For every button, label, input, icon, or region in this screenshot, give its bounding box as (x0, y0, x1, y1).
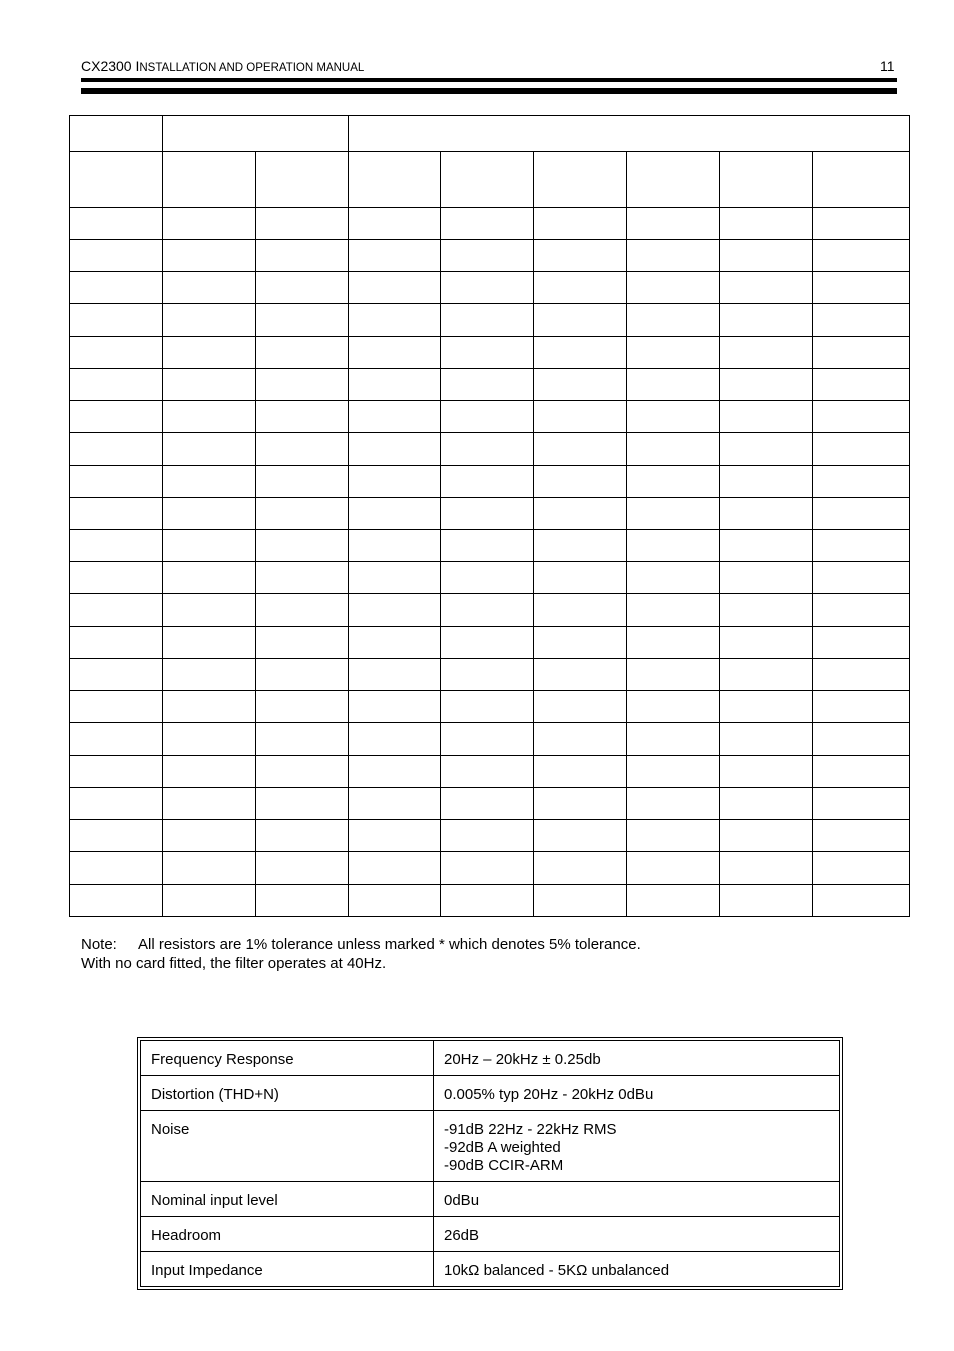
grid-cell (70, 368, 163, 400)
spec-row (141, 1252, 840, 1287)
spec-value (434, 1252, 840, 1287)
grid-cell (813, 433, 910, 465)
grid-cell (256, 594, 349, 626)
grid-cell (70, 594, 163, 626)
grid-cell (813, 336, 910, 368)
grid-cell (441, 626, 534, 658)
grid-row (70, 626, 910, 658)
grid-row (70, 723, 910, 755)
grid-cell (720, 820, 813, 852)
spec-label: Distortion (THD+N) (141, 1076, 434, 1111)
grid-cell (349, 755, 441, 787)
note-text-1: All resistors are 1% tolerance unless marked * which denotes 5% tolerance. (138, 936, 641, 953)
grid-cell (70, 658, 163, 690)
grid-cell (70, 152, 163, 207)
grid-cell (256, 239, 349, 271)
spec-value-line: 26dB (444, 1227, 480, 1244)
grid-cell (70, 304, 163, 336)
grid-row (70, 272, 910, 304)
grid-cell (441, 820, 534, 852)
grid-cell (349, 820, 441, 852)
grid-cell (256, 884, 349, 916)
grid-cell (813, 304, 910, 336)
grid-cell (720, 562, 813, 594)
grid-cell (534, 755, 627, 787)
grid-cell (720, 852, 813, 884)
grid-cell (441, 304, 534, 336)
grid-cell (813, 239, 910, 271)
grid-cell (163, 368, 256, 400)
grid-cell (256, 658, 349, 690)
grid-cell (256, 152, 349, 207)
grid-cell (813, 884, 910, 916)
grid-cell (70, 530, 163, 562)
grid-cell (70, 755, 163, 787)
grid-cell (70, 852, 163, 884)
grid-cell (163, 433, 256, 465)
grid-cell (813, 465, 910, 497)
grid-cell (349, 433, 441, 465)
grid-cell (163, 787, 256, 819)
grid-cell (534, 304, 627, 336)
grid-cell (534, 530, 627, 562)
grid-cell (534, 433, 627, 465)
grid-cell (256, 755, 349, 787)
grid-cell (441, 594, 534, 626)
grid-cell (720, 658, 813, 690)
grid-cell (720, 755, 813, 787)
grid-cell (627, 336, 720, 368)
grid-cell (349, 562, 441, 594)
grid-cell (720, 401, 813, 433)
grid-cell (627, 820, 720, 852)
grid-cell (627, 884, 720, 916)
grid-cell (627, 691, 720, 723)
title-smallcaps: NSTALLATION AND OPERATION MANUAL (139, 62, 365, 74)
grid-cell (256, 691, 349, 723)
grid-cell (627, 433, 720, 465)
spec-row (141, 1076, 840, 1111)
grid-row (70, 336, 910, 368)
grid-cell (627, 626, 720, 658)
grid-cell (534, 820, 627, 852)
grid-cell (256, 787, 349, 819)
grid-cell (349, 239, 441, 271)
grid-cell (813, 368, 910, 400)
grid-cell (720, 272, 813, 304)
grid-cell (70, 820, 163, 852)
grid-cell (534, 626, 627, 658)
grid-cell (441, 755, 534, 787)
grid-cell (441, 401, 534, 433)
spec-row (141, 1217, 840, 1252)
spec-value-line: -91dB 22Hz - 22kHz RMS (444, 1121, 617, 1138)
grid-cell (70, 787, 163, 819)
grid-cell (627, 723, 720, 755)
grid-cell (349, 207, 441, 239)
grid-cell (813, 691, 910, 723)
grid-cell (349, 691, 441, 723)
grid-cell (441, 336, 534, 368)
grid-cell (163, 530, 256, 562)
grid-cell (813, 272, 910, 304)
grid-cell (441, 152, 534, 207)
grid-cell (163, 239, 256, 271)
grid-cell (720, 530, 813, 562)
grid-cell (70, 239, 163, 271)
grid-cell (70, 336, 163, 368)
grid-cell (534, 884, 627, 916)
grid-cell (70, 272, 163, 304)
grid-cell (720, 691, 813, 723)
grid-row (70, 658, 910, 690)
spec-row (141, 1041, 840, 1076)
grid-cell (720, 884, 813, 916)
spec-label: Noise (141, 1111, 434, 1182)
header-rule-thick (81, 88, 897, 94)
grid-cell (70, 562, 163, 594)
grid-cell (349, 884, 441, 916)
grid-cell (441, 368, 534, 400)
filter-values-table (69, 115, 910, 917)
grid-cell (441, 852, 534, 884)
spec-value-line: 0.005% typ 20Hz - 20kHz 0dBu (444, 1086, 654, 1103)
grid-cell (534, 658, 627, 690)
grid-cell (70, 116, 163, 152)
grid-row (70, 152, 910, 207)
grid-cell (349, 152, 441, 207)
spec-value (434, 1041, 840, 1076)
grid-row (70, 820, 910, 852)
grid-cell (256, 530, 349, 562)
grid-cell (813, 594, 910, 626)
grid-cell (534, 465, 627, 497)
grid-cell (720, 497, 813, 529)
grid-row (70, 207, 910, 239)
grid-cell (720, 152, 813, 207)
note-label: Note: (81, 936, 117, 953)
grid-cell (720, 207, 813, 239)
grid-cell (441, 497, 534, 529)
grid-row (70, 594, 910, 626)
spec-value-line: -92dB A weighted (444, 1139, 561, 1156)
grid-cell (534, 207, 627, 239)
grid-row (70, 433, 910, 465)
grid-cell (256, 304, 349, 336)
grid-cell (256, 820, 349, 852)
grid-row (70, 884, 910, 916)
grid-cell (441, 562, 534, 594)
grid-cell (163, 152, 256, 207)
specifications-box (137, 1037, 843, 1290)
title-first: CX2300 I (81, 58, 140, 74)
spec-row (141, 1182, 840, 1217)
grid-cell (349, 401, 441, 433)
note-line-2: With no card fitted, the filter operates at 40Hz. (81, 955, 387, 972)
grid-cell (813, 820, 910, 852)
grid-cell (441, 207, 534, 239)
grid-cell (720, 594, 813, 626)
header-rule-thin (81, 78, 897, 82)
grid-cell (534, 562, 627, 594)
grid-cell (534, 852, 627, 884)
manual-title (81, 58, 364, 74)
grid-cell (163, 562, 256, 594)
grid-cell (163, 336, 256, 368)
grid-cell (813, 207, 910, 239)
grid-cell (256, 852, 349, 884)
grid-cell (720, 336, 813, 368)
grid-cell (627, 368, 720, 400)
grid-cell (70, 691, 163, 723)
grid-row (70, 691, 910, 723)
grid-cell (441, 884, 534, 916)
grid-cell (163, 401, 256, 433)
grid-cell (534, 594, 627, 626)
grid-cell (70, 723, 163, 755)
grid-cell (256, 207, 349, 239)
grid-cell (534, 401, 627, 433)
grid-cell (813, 530, 910, 562)
note-line-1 (81, 935, 641, 954)
grid-cell (70, 497, 163, 529)
grid-cell (441, 530, 534, 562)
grid-cell (441, 787, 534, 819)
spec-value (434, 1217, 840, 1252)
grid-cell (813, 658, 910, 690)
grid-cell (441, 272, 534, 304)
spec-label: Headroom (141, 1217, 434, 1252)
grid-cell (627, 465, 720, 497)
grid-cell (349, 626, 441, 658)
spec-value (434, 1111, 840, 1182)
grid-cell (256, 368, 349, 400)
grid-cell (534, 787, 627, 819)
grid-cell (349, 723, 441, 755)
grid-cell (441, 723, 534, 755)
grid-cell (163, 626, 256, 658)
grid-cell (256, 401, 349, 433)
grid-cell (163, 658, 256, 690)
grid-cell (441, 239, 534, 271)
grid-row (70, 562, 910, 594)
spec-value-line: -90dB CCIR-ARM (444, 1157, 564, 1174)
spec-label: Nominal input level (141, 1182, 434, 1217)
grid-cell (441, 658, 534, 690)
grid-cell (627, 594, 720, 626)
spec-value-line: 20Hz – 20kHz ± 0.25db (444, 1051, 601, 1068)
grid-cell (720, 723, 813, 755)
grid-cell (163, 723, 256, 755)
grid-cell (256, 626, 349, 658)
grid-cell (534, 368, 627, 400)
grid-cell (627, 239, 720, 271)
grid-cell (163, 594, 256, 626)
grid-cell (720, 304, 813, 336)
grid-row (70, 852, 910, 884)
grid-cell (813, 401, 910, 433)
grid-cell (720, 368, 813, 400)
grid-cell (627, 207, 720, 239)
note (81, 935, 641, 973)
grid-cell (349, 787, 441, 819)
grid-row (70, 239, 910, 271)
grid-cell (627, 787, 720, 819)
grid-cell (70, 465, 163, 497)
spec-value-line: 0dBu (444, 1192, 480, 1209)
grid-cell (441, 465, 534, 497)
grid-row (70, 304, 910, 336)
grid-row (70, 368, 910, 400)
grid-cell (256, 336, 349, 368)
grid-row (70, 787, 910, 819)
grid-cell (534, 152, 627, 207)
grid-cell (163, 272, 256, 304)
grid-cell (720, 787, 813, 819)
grid-cell (349, 530, 441, 562)
spec-label: Frequency Response (141, 1041, 434, 1076)
grid-cell (349, 497, 441, 529)
grid-cell (534, 691, 627, 723)
grid-cell (813, 152, 910, 207)
grid-cell (349, 465, 441, 497)
grid-cell (70, 433, 163, 465)
grid-cell (349, 272, 441, 304)
grid-cell (813, 787, 910, 819)
grid-cell (627, 497, 720, 529)
grid-cell (441, 691, 534, 723)
spec-row (141, 1111, 840, 1182)
grid-cell (349, 116, 910, 152)
grid-cell (163, 304, 256, 336)
grid-cell (256, 723, 349, 755)
grid-cell (813, 755, 910, 787)
grid-cell (627, 401, 720, 433)
grid-cell (70, 626, 163, 658)
grid-cell (534, 497, 627, 529)
specifications-body (141, 1041, 840, 1287)
grid-row (70, 116, 910, 152)
grid-cell (534, 723, 627, 755)
grid-cell (813, 626, 910, 658)
grid-cell (163, 820, 256, 852)
spec-label: Input Impedance (141, 1252, 434, 1287)
grid-cell (813, 497, 910, 529)
grid-cell (627, 272, 720, 304)
grid-cell (163, 465, 256, 497)
grid-cell (70, 401, 163, 433)
grid-cell (534, 336, 627, 368)
grid-cell (163, 497, 256, 529)
grid-cell (70, 884, 163, 916)
grid-cell (627, 530, 720, 562)
grid-cell (534, 239, 627, 271)
grid-cell (441, 433, 534, 465)
grid-cell (813, 852, 910, 884)
grid-cell (627, 755, 720, 787)
spec-value (434, 1182, 840, 1217)
grid-cell (720, 626, 813, 658)
grid-row (70, 401, 910, 433)
grid-cell (349, 304, 441, 336)
grid-cell (349, 852, 441, 884)
grid-cell (720, 433, 813, 465)
grid-cell (349, 594, 441, 626)
grid-cell (813, 562, 910, 594)
grid-cell (349, 368, 441, 400)
grid-cell (813, 723, 910, 755)
grid-cell (256, 272, 349, 304)
grid-cell (627, 852, 720, 884)
grid-cell (256, 562, 349, 594)
grid-row (70, 530, 910, 562)
grid-cell (256, 465, 349, 497)
spec-value (434, 1076, 840, 1111)
grid-cell (627, 658, 720, 690)
grid-cell (163, 116, 349, 152)
page-number: 11 (880, 58, 895, 74)
grid-cell (720, 465, 813, 497)
grid-cell (163, 884, 256, 916)
grid-cell (70, 207, 163, 239)
grid-cell (627, 562, 720, 594)
grid-cell (627, 152, 720, 207)
grid-row (70, 755, 910, 787)
grid-cell (163, 691, 256, 723)
specifications-table (140, 1040, 840, 1287)
grid-cell (349, 658, 441, 690)
grid-cell (627, 304, 720, 336)
filter-values-body (70, 116, 910, 917)
grid-cell (163, 852, 256, 884)
grid-row (70, 497, 910, 529)
grid-cell (256, 497, 349, 529)
spec-value-line: 10kΩ balanced - 5KΩ unbalanced (444, 1262, 670, 1279)
grid-cell (256, 433, 349, 465)
grid-row (70, 465, 910, 497)
grid-cell (163, 755, 256, 787)
grid-cell (163, 207, 256, 239)
grid-cell (720, 239, 813, 271)
grid-cell (534, 272, 627, 304)
grid-cell (349, 336, 441, 368)
